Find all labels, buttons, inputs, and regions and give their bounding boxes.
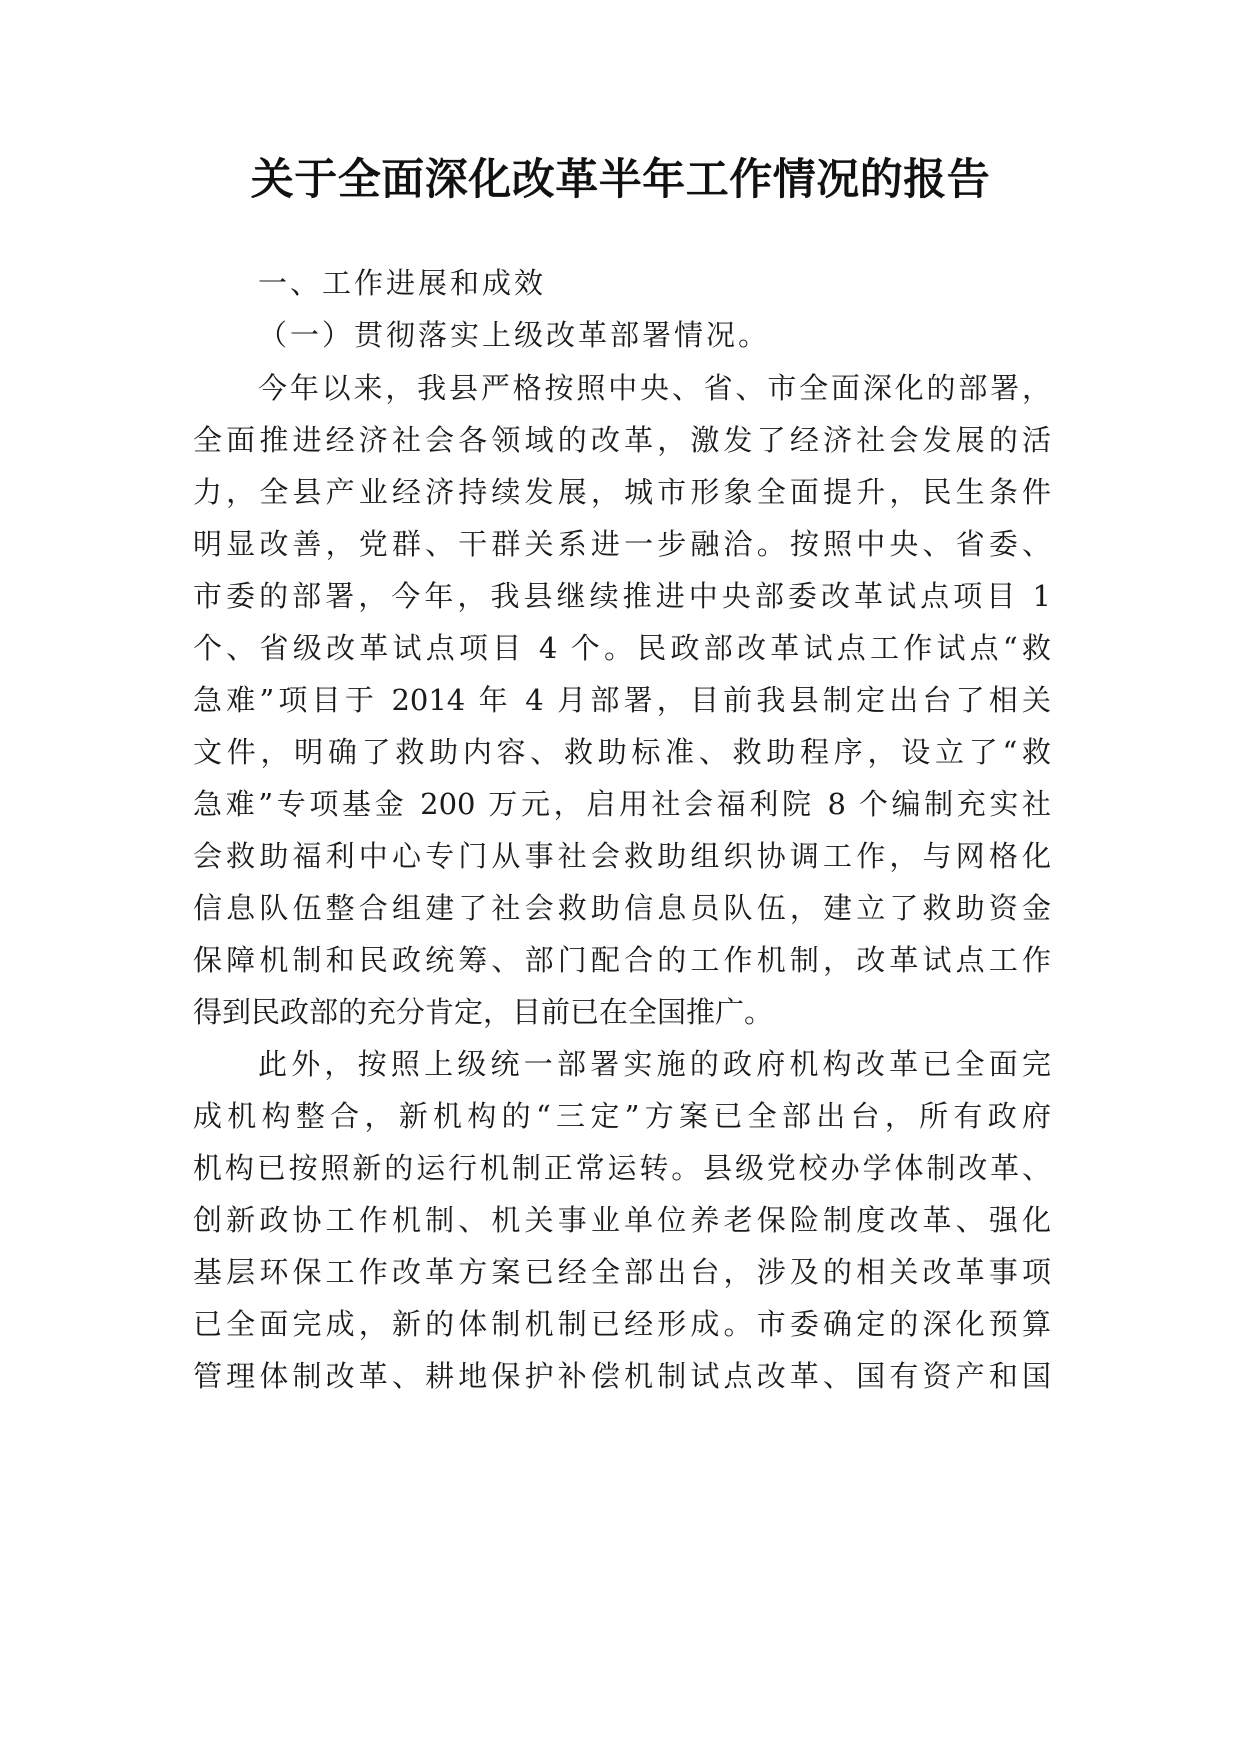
paragraph-line: 会救助福利中心专门从事社会救助组织协调工作，与网格化 (193, 839, 1051, 873)
paragraph-line: 创新政协工作机制、机关事业单位养老保险制度改革、强化 (193, 1203, 1051, 1237)
paragraph-line: 管理体制改革、耕地保护补偿机制试点改革、国有资产和国 (193, 1359, 1051, 1393)
paragraph-line: 机构已按照新的运行机制正常运转。县级党校办学体制改革、 (193, 1151, 1051, 1185)
paragraph-line: 得到民政部的充分肯定，目前已在全国推广。 (193, 995, 774, 1029)
section-heading: 一、工作进展和成效 (258, 266, 547, 300)
paragraph-line: 基层环保工作改革方案已经全部出台，涉及的相关改革事项 (193, 1255, 1051, 1289)
paragraph-line: 保障机制和民政统筹、部门配合的工作机制，改革试点工作 (193, 943, 1051, 977)
paragraph-line: 信息队伍整合组建了社会救助信息员队伍，建立了救助资金 (193, 891, 1051, 925)
paragraph-line: 已全面完成，新的体制机制已经形成。市委确定的深化预算 (193, 1307, 1051, 1341)
paragraph-line: 文件，明确了救助内容、救助标准、救助程序，设立了“救 (193, 735, 1051, 769)
paragraph-line: 急难”项目于 2014 年 4 月部署，目前我县制定出台了相关 (193, 683, 1051, 717)
paragraph-line: 个、省级改革试点项目 4 个。民政部改革试点工作试点“救 (193, 631, 1051, 665)
paragraph-line: 全面推进经济社会各领域的改革，激发了经济社会发展的活 (193, 423, 1051, 457)
paragraph-line: 成机构整合，新机构的“三定”方案已全部出台，所有政府 (193, 1099, 1051, 1133)
paragraph-line: 急难”专项基金 200 万元，启用社会福利院 8 个编制充实社 (193, 787, 1051, 821)
paragraph-line: 此外，按照上级统一部署实施的政府机构改革已全面完 (258, 1047, 1051, 1081)
paragraph-line: 市委的部署，今年，我县继续推进中央部委改革试点项目 1 (193, 579, 1051, 613)
paragraph-line: 明显改善，党群、干群关系进一步融洽。按照中央、省委、 (193, 527, 1051, 561)
paragraph-line: 今年以来，我县严格按照中央、省、市全面深化的部署， (258, 371, 1051, 405)
subsection-heading: （一）贯彻落实上级改革部署情况。 (258, 318, 771, 352)
document-title: 关于全面深化改革半年工作情况的报告 (250, 155, 991, 205)
paragraph-line: 力，全县产业经济持续发展，城市形象全面提升，民生条件 (193, 475, 1051, 509)
